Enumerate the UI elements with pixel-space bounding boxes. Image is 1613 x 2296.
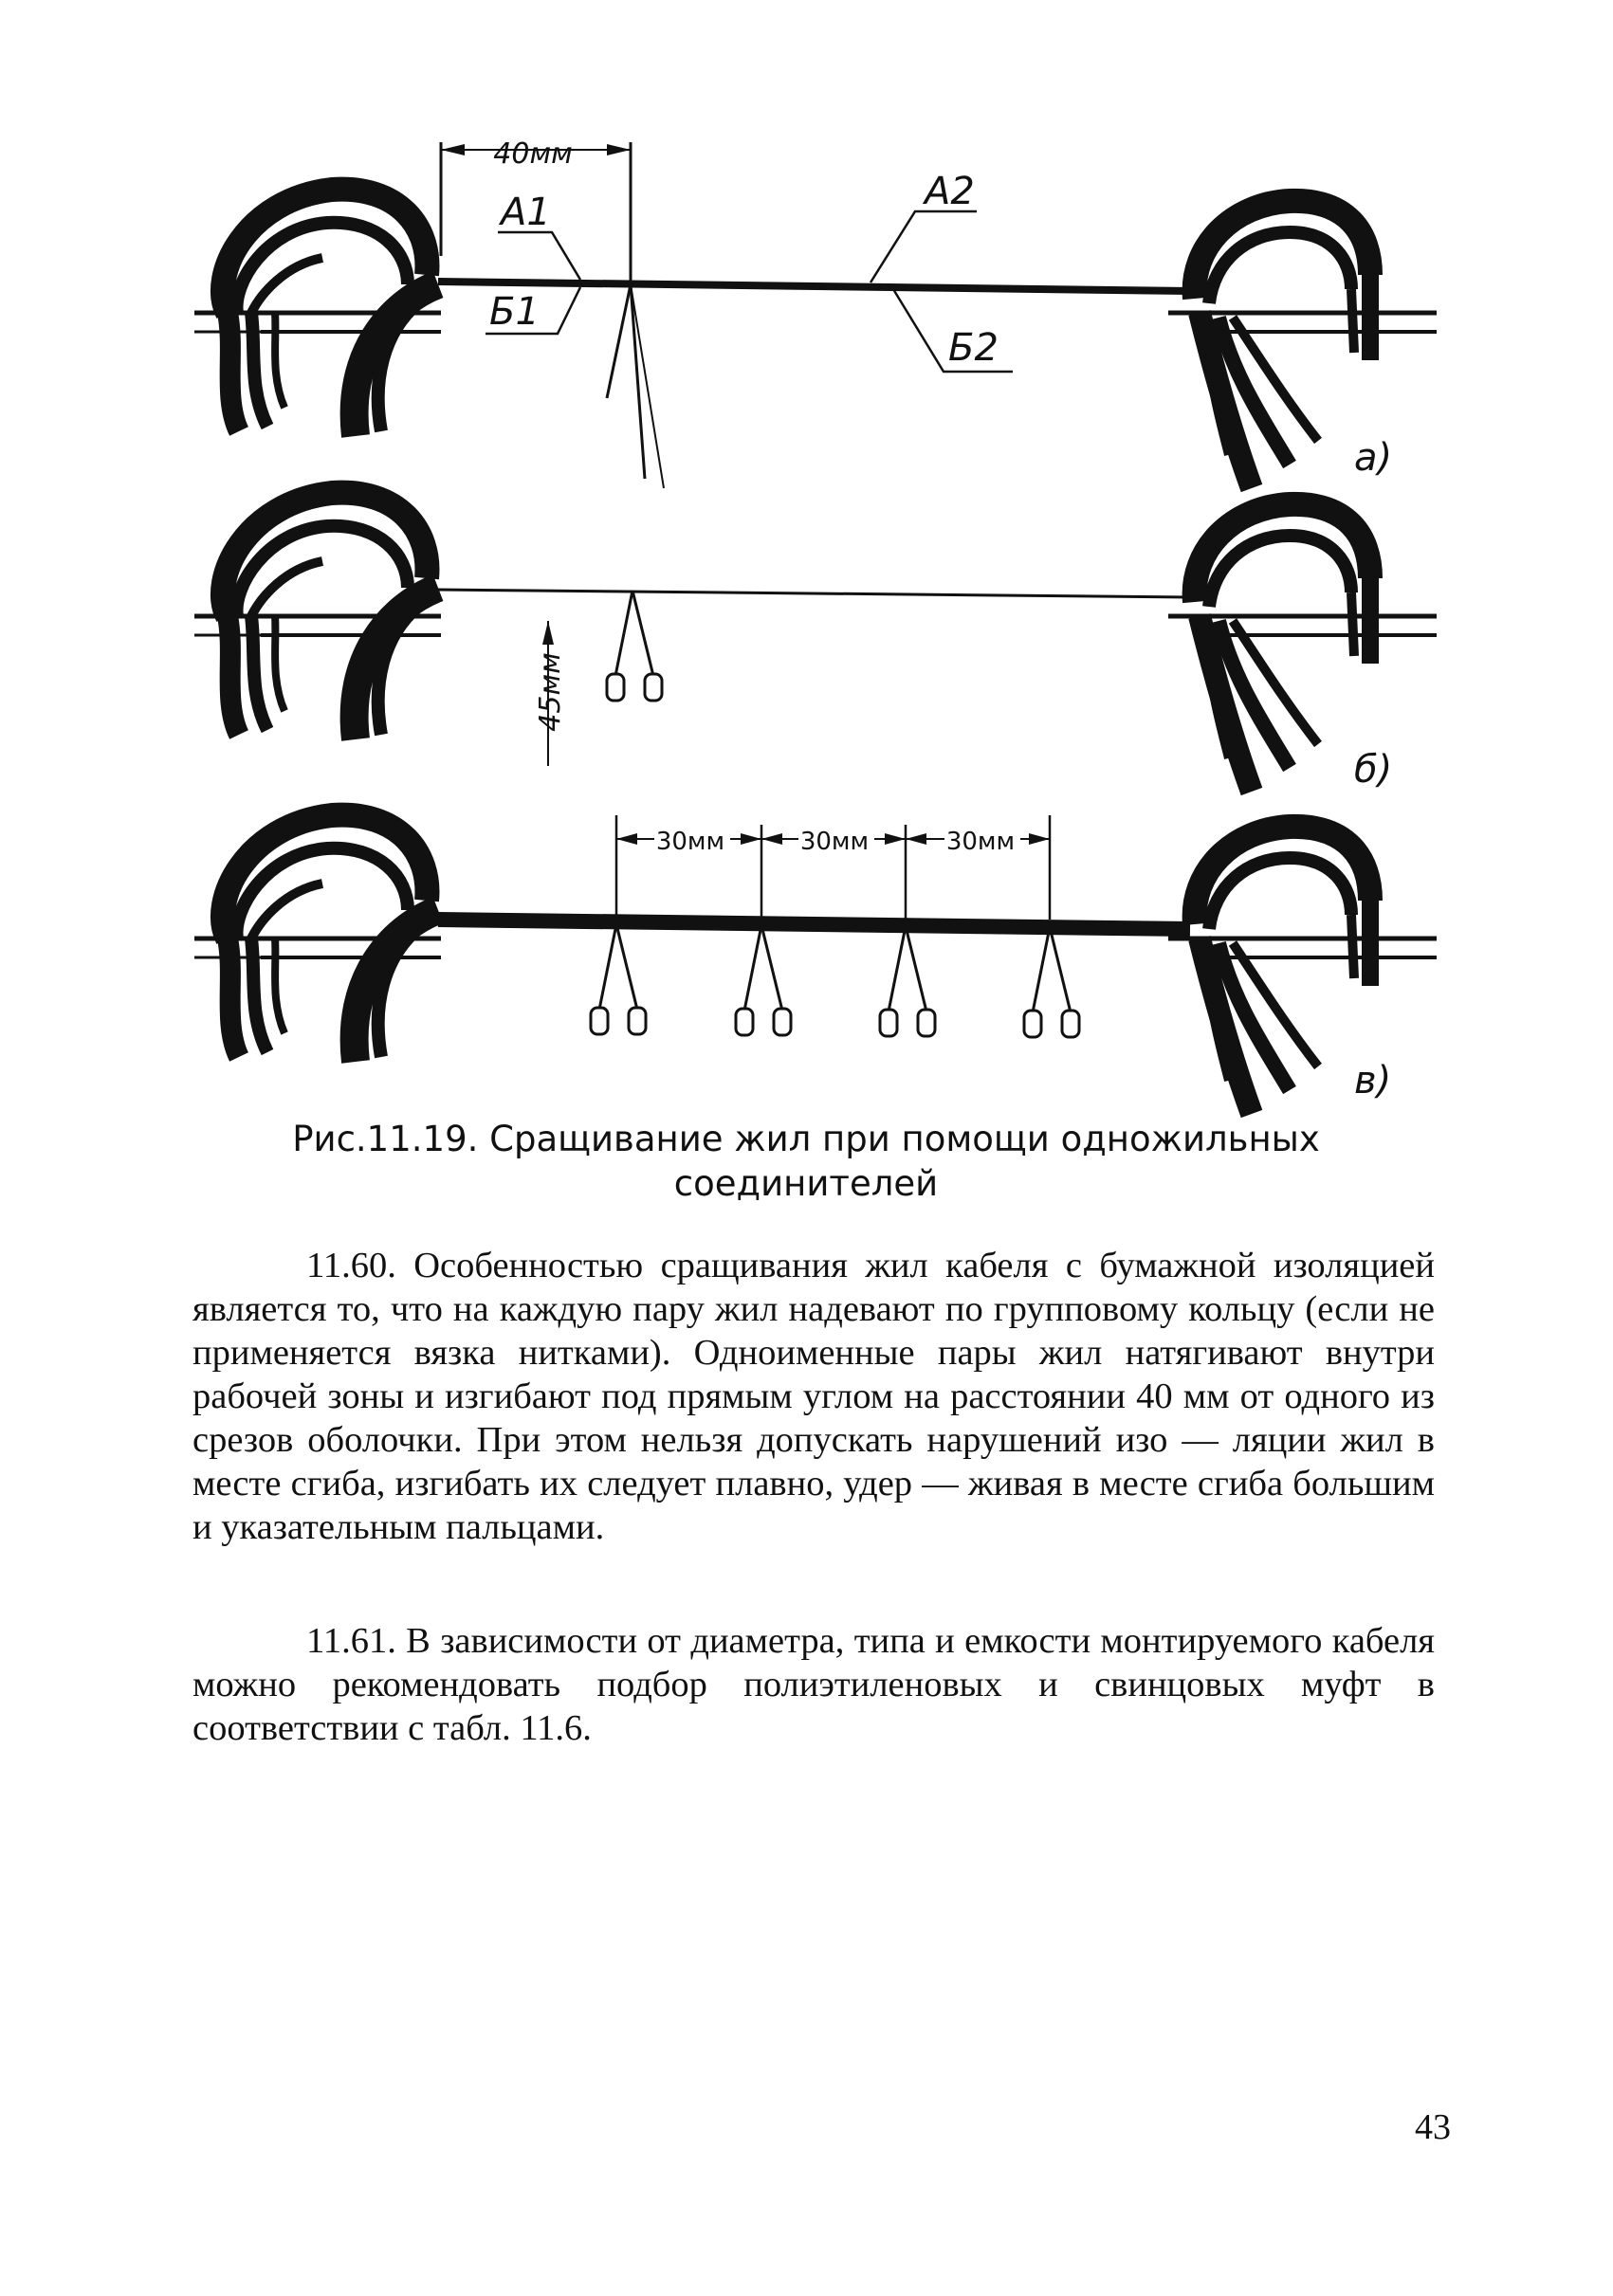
core-pair-line [438,920,1190,929]
splice-figure [0,0,1613,1119]
core-pair-line [438,590,1190,597]
label-a1: А1 [501,191,551,234]
right-cable-bundle [1168,201,1437,488]
panel-a [194,137,1437,488]
panel-b [194,493,1437,792]
label-a2: А2 [925,170,975,213]
page-number: 43 [1415,2107,1451,2147]
panel-letter-b: б) [1354,748,1393,792]
left-cable-bundle [194,190,441,436]
left-cable-bundle [194,815,441,1062]
dimension-label-2: 30мм [799,828,870,856]
label-b2: Б2 [948,326,999,370]
dimension-label-3: 30мм [945,828,1016,856]
label-b1: Б1 [489,290,540,334]
caption-line-1: Рис.11.19. Сращивание жил при помощи одножильных [292,1119,1320,1159]
caption-line-2: соединителей [673,1163,939,1204]
paragraph-11-61: 11.61. В зависимости от диаметра, типа и емкости монтируемого кабеля можно рекомендовать подбор полиэтиленовых и свинцовых муфт в соответствии с табл. 11.6. [192,1621,1435,1748]
panel-letter-c: в) [1354,1059,1392,1102]
paragraph-11-60: 11.60. Особенностью сращивания жил кабеля с бумажной изоляцией является то, что на каждую пару жил надевают по групповому кольцу (если не применяется вязка нитками). Одноименные пары жил натягивают внутри рабочей зоны и изгибают под прямым углом на расстоянии 40 мм от одного из срезов оболочки. При этом нельзя допускать нарушений изо — ляции жил в месте сгиба, изгибать их следует плавно, удер — живая в месте сгиба большим и указательным пальцами. [192,1246,1435,1547]
panel-letter-a: а) [1354,436,1393,480]
dimension-label: 40мм [493,137,573,171]
dimension-label-1: 30мм [655,828,725,856]
figure-caption [190,1117,1422,1206]
core-pair-line [438,282,1190,291]
left-cable-bundle [194,493,441,739]
right-cable-bundle [1168,827,1437,1114]
panel-c [194,815,1437,1114]
dimension-label: 45мм [534,652,567,732]
right-cable-bundle [1168,504,1437,792]
